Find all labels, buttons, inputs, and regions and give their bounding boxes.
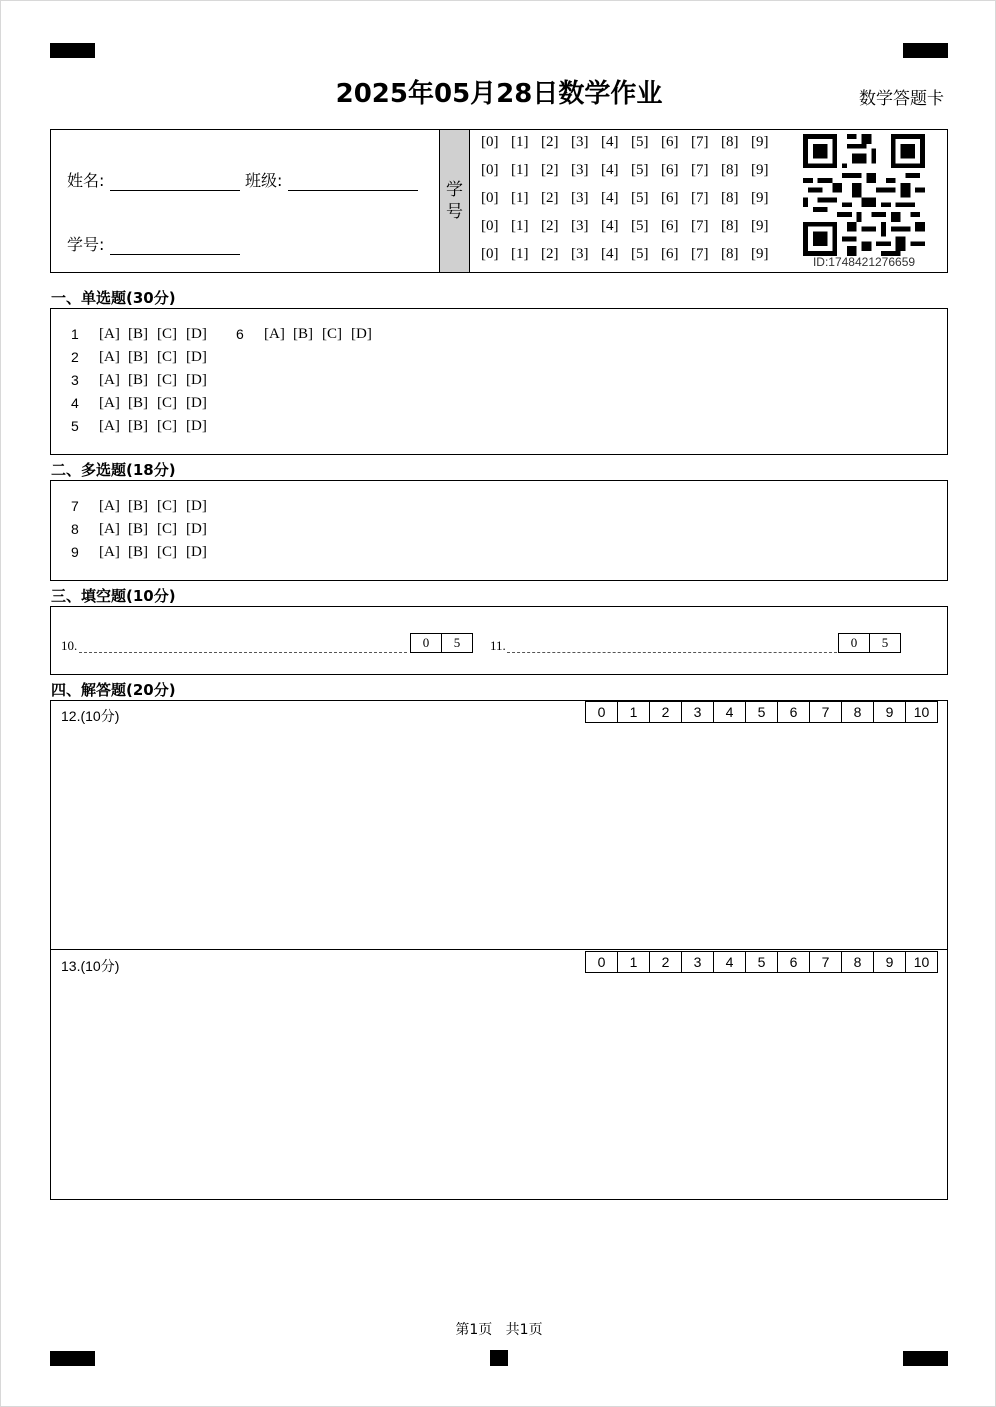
digit-bubble[interactable]: [2] xyxy=(541,218,559,234)
option-bubble[interactable]: [C] xyxy=(157,521,177,537)
digit-bubble[interactable]: [3] xyxy=(571,134,589,150)
question-number: 3 xyxy=(71,372,79,388)
digit-bubble[interactable]: [2] xyxy=(541,162,559,178)
score-cell[interactable]: 2 xyxy=(649,701,682,723)
option-bubble[interactable]: [D] xyxy=(186,326,207,342)
class-field[interactable] xyxy=(245,168,418,191)
score-cell[interactable]: 7 xyxy=(809,701,842,723)
digit-bubble[interactable]: [5] xyxy=(631,190,649,206)
option-bubble[interactable]: [B] xyxy=(128,498,148,514)
id-line[interactable] xyxy=(110,237,240,255)
sid-head-char-2: 号 xyxy=(446,202,463,222)
digit-bubble[interactable]: [0] xyxy=(481,190,499,206)
score-cell[interactable]: 10 xyxy=(905,701,938,723)
digit-bubble[interactable]: [9] xyxy=(751,218,769,234)
q12-label: 12.(10分) xyxy=(61,708,120,724)
digit-bubble[interactable]: [4] xyxy=(601,162,619,178)
option-bubble[interactable]: [D] xyxy=(351,326,372,342)
sid-head-char-1: 学 xyxy=(446,180,463,200)
option-bubble[interactable]: [B] xyxy=(128,326,148,342)
digit-bubble[interactable]: [9] xyxy=(751,190,769,206)
score-cell[interactable]: 3 xyxy=(681,701,714,723)
choice-question xyxy=(71,395,215,412)
name-line[interactable] xyxy=(110,173,240,191)
choice-question xyxy=(71,498,215,515)
digit-bubble[interactable]: [7] xyxy=(691,162,709,178)
digit-bubble[interactable]: [5] xyxy=(631,218,649,234)
digit-bubble[interactable]: [8] xyxy=(721,190,739,206)
option-bubble[interactable]: [C] xyxy=(157,372,177,388)
option-bubble[interactable]: [D] xyxy=(186,395,207,411)
answer-box-q13[interactable] xyxy=(50,949,948,1200)
section-title-fill-blank: 三、填空题(10分) xyxy=(51,587,176,605)
id-field[interactable] xyxy=(67,232,240,255)
question-number: 1 xyxy=(71,326,79,342)
q10-answer-line[interactable] xyxy=(79,652,407,653)
digit-bubble[interactable]: [3] xyxy=(571,162,589,178)
option-bubble[interactable]: [C] xyxy=(157,326,177,342)
score-cell[interactable]: 5 xyxy=(745,701,778,723)
question-number: 7 xyxy=(71,498,79,514)
student-info-box xyxy=(50,129,948,273)
score-cell[interactable]: 5 xyxy=(745,951,778,973)
alignment-marker-bottom-left xyxy=(50,1351,95,1366)
option-bubble[interactable]: [B] xyxy=(128,349,148,365)
section-title-answer: 四、解答题(20分) xyxy=(51,681,176,699)
digit-bubble[interactable]: [9] xyxy=(751,134,769,150)
page-total: 共1页 xyxy=(505,1322,543,1338)
page-number: 第1页 xyxy=(455,1322,493,1338)
fill-blank-box xyxy=(50,606,948,675)
q12-score-row[interactable] xyxy=(586,701,938,723)
score-box[interactable]: 5 xyxy=(869,633,901,653)
choice-question xyxy=(71,326,215,343)
digit-bubble[interactable]: [9] xyxy=(751,246,769,262)
score-cell[interactable]: 4 xyxy=(713,701,746,723)
option-bubble[interactable]: [B] xyxy=(128,372,148,388)
name-label: 姓名: xyxy=(67,171,105,190)
score-cell[interactable]: 10 xyxy=(905,951,938,973)
option-bubble[interactable]: [B] xyxy=(128,521,148,537)
digit-bubble[interactable]: [5] xyxy=(631,134,649,150)
digit-bubble[interactable]: [8] xyxy=(721,246,739,262)
digit-bubble[interactable]: [2] xyxy=(541,190,559,206)
digit-bubble[interactable]: [2] xyxy=(541,134,559,150)
score-cell[interactable]: 8 xyxy=(841,951,874,973)
q11-answer-line[interactable] xyxy=(507,652,837,653)
score-cell[interactable]: 6 xyxy=(777,951,810,973)
student-id-row xyxy=(481,190,781,218)
score-cell[interactable]: 0 xyxy=(585,951,618,973)
alignment-marker-bottom-right xyxy=(903,1351,948,1366)
multi-choice-box xyxy=(50,480,948,581)
q10-score-boxes[interactable] xyxy=(411,633,473,653)
alignment-marker-top-left xyxy=(50,43,95,58)
digit-bubble[interactable]: [4] xyxy=(601,190,619,206)
alignment-marker-bottom-center xyxy=(490,1350,508,1366)
card-label: 数学答题卡 xyxy=(859,89,944,109)
question-number: 8 xyxy=(71,521,79,537)
option-bubble[interactable]: [D] xyxy=(186,349,207,365)
digit-bubble[interactable]: [1] xyxy=(511,246,529,262)
section-title-multi-choice: 二、多选题(18分) xyxy=(51,461,176,479)
option-bubble[interactable]: [C] xyxy=(157,349,177,365)
option-bubble[interactable]: [A] xyxy=(99,349,120,365)
score-cell[interactable]: 9 xyxy=(873,701,906,723)
option-bubble[interactable]: [A] xyxy=(264,326,285,342)
digit-bubble[interactable]: [6] xyxy=(661,246,679,262)
question-number: 2 xyxy=(71,349,79,365)
q11-score-boxes[interactable] xyxy=(839,633,901,653)
qr-id-text: ID:1748421276659 xyxy=(812,255,916,269)
digit-bubble[interactable]: [7] xyxy=(691,218,709,234)
score-cell[interactable]: 8 xyxy=(841,701,874,723)
digit-bubble[interactable]: [0] xyxy=(481,218,499,234)
option-bubble[interactable]: [A] xyxy=(99,521,120,537)
score-cell[interactable]: 1 xyxy=(617,701,650,723)
digit-bubble[interactable]: [4] xyxy=(601,134,619,150)
option-bubble[interactable]: [A] xyxy=(99,498,120,514)
score-cell[interactable]: 6 xyxy=(777,701,810,723)
digit-bubble[interactable]: [8] xyxy=(721,134,739,150)
digit-bubble[interactable]: [4] xyxy=(601,246,619,262)
qr-code-icon xyxy=(803,134,925,256)
score-box[interactable]: 0 xyxy=(410,633,442,653)
option-bubble[interactable]: [C] xyxy=(157,418,177,434)
digit-bubble[interactable]: [6] xyxy=(661,134,679,150)
digit-bubble[interactable]: [8] xyxy=(721,218,739,234)
q10-label: 10. xyxy=(61,638,78,653)
student-id-row xyxy=(481,162,781,190)
score-box[interactable]: 0 xyxy=(838,633,870,653)
choice-question xyxy=(236,326,380,343)
class-label: 班级: xyxy=(245,171,283,190)
alignment-marker-top-right xyxy=(903,43,948,58)
q11-label: 11. xyxy=(490,638,506,653)
option-bubble[interactable]: [D] xyxy=(186,544,207,560)
digit-bubble[interactable]: [7] xyxy=(691,190,709,206)
digit-bubble[interactable]: [1] xyxy=(511,162,529,178)
option-bubble[interactable]: [D] xyxy=(186,372,207,388)
digit-bubble[interactable]: [7] xyxy=(691,246,709,262)
page-footer xyxy=(1,1319,996,1339)
choice-question xyxy=(71,349,215,366)
digit-bubble[interactable]: [9] xyxy=(751,162,769,178)
choice-question xyxy=(71,372,215,389)
student-id-header xyxy=(439,130,470,272)
score-cell[interactable]: 4 xyxy=(713,951,746,973)
option-bubble[interactable]: [D] xyxy=(186,498,207,514)
digit-bubble[interactable]: [3] xyxy=(571,246,589,262)
option-bubble[interactable]: [A] xyxy=(99,395,120,411)
option-bubble[interactable]: [A] xyxy=(99,372,120,388)
option-bubble[interactable]: [B] xyxy=(128,395,148,411)
score-cell[interactable]: 7 xyxy=(809,951,842,973)
option-bubble[interactable]: [A] xyxy=(99,544,120,560)
q13-label: 13.(10分) xyxy=(61,958,120,974)
digit-bubble[interactable]: [0] xyxy=(481,134,499,150)
digit-bubble[interactable]: [0] xyxy=(481,162,499,178)
option-bubble[interactable]: [C] xyxy=(322,326,342,342)
option-bubble[interactable]: [D] xyxy=(186,521,207,537)
option-bubble[interactable]: [D] xyxy=(186,418,207,434)
digit-bubble[interactable]: [7] xyxy=(691,134,709,150)
digit-bubble[interactable]: [6] xyxy=(661,190,679,206)
answer-box-q12[interactable] xyxy=(50,700,948,950)
digit-bubble[interactable]: [8] xyxy=(721,162,739,178)
digit-bubble[interactable]: [1] xyxy=(511,218,529,234)
score-cell[interactable]: 1 xyxy=(617,951,650,973)
digit-bubble[interactable]: [6] xyxy=(661,218,679,234)
option-bubble[interactable]: [C] xyxy=(157,544,177,560)
q13-score-row[interactable] xyxy=(586,951,938,973)
digit-bubble[interactable]: [5] xyxy=(631,162,649,178)
page-title: 2025年05月28日数学作业 xyxy=(335,79,663,109)
student-id-row xyxy=(481,134,781,162)
name-field[interactable] xyxy=(67,168,240,191)
question-number: 6 xyxy=(236,326,244,342)
option-bubble[interactable]: [A] xyxy=(99,418,120,434)
class-line[interactable] xyxy=(288,173,418,191)
score-cell[interactable]: 3 xyxy=(681,951,714,973)
student-id-bubble-grid[interactable] xyxy=(481,134,781,274)
student-id-row xyxy=(481,246,781,274)
question-number: 4 xyxy=(71,395,79,411)
digit-bubble[interactable]: [3] xyxy=(571,218,589,234)
digit-bubble[interactable]: [0] xyxy=(481,246,499,262)
option-bubble[interactable]: [B] xyxy=(128,418,148,434)
option-bubble[interactable]: [A] xyxy=(99,326,120,342)
digit-bubble[interactable]: [1] xyxy=(511,134,529,150)
question-number: 5 xyxy=(71,418,79,434)
option-bubble[interactable]: [B] xyxy=(128,544,148,560)
digit-bubble[interactable]: [5] xyxy=(631,246,649,262)
score-box[interactable]: 5 xyxy=(441,633,473,653)
choice-question xyxy=(71,521,215,538)
id-label: 学号: xyxy=(67,235,105,254)
section-title-single-choice: 一、单选题(30分) xyxy=(51,289,176,307)
digit-bubble[interactable]: [3] xyxy=(571,190,589,206)
digit-bubble[interactable]: [4] xyxy=(601,218,619,234)
digit-bubble[interactable]: [1] xyxy=(511,190,529,206)
score-cell[interactable]: 9 xyxy=(873,951,906,973)
digit-bubble[interactable]: [2] xyxy=(541,246,559,262)
student-id-row xyxy=(481,218,781,246)
single-choice-box xyxy=(50,308,948,455)
digit-bubble[interactable]: [6] xyxy=(661,162,679,178)
score-cell[interactable]: 0 xyxy=(585,701,618,723)
option-bubble[interactable]: [C] xyxy=(157,498,177,514)
option-bubble[interactable]: [B] xyxy=(293,326,313,342)
question-number: 9 xyxy=(71,544,79,560)
option-bubble[interactable]: [C] xyxy=(157,395,177,411)
score-cell[interactable]: 2 xyxy=(649,951,682,973)
choice-question xyxy=(71,418,215,435)
choice-question xyxy=(71,544,215,561)
